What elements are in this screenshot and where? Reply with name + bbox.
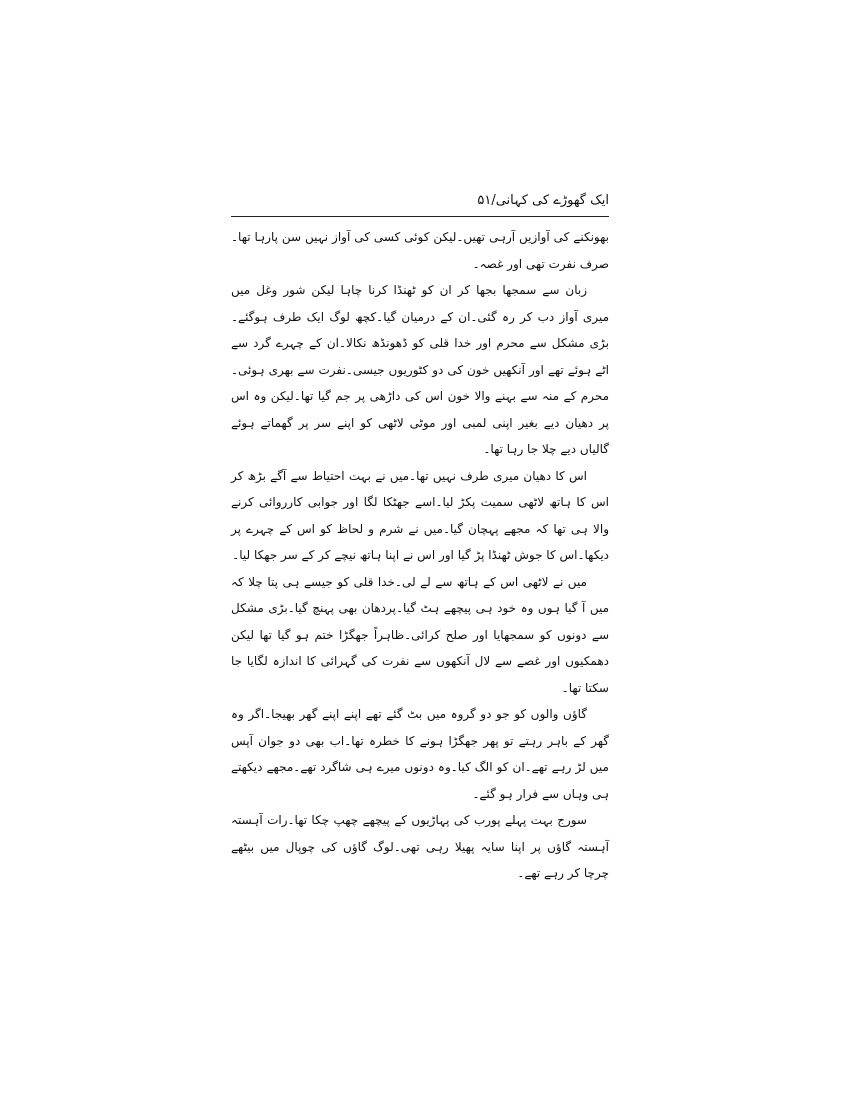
paragraph-1: بھونکنے کی آوازیں آرہی تھیں۔لیکن کوئی کسی کی آواز نہیں سن پارہا تھا۔صرف نفرت تھی اور غصہ۔ xyxy=(231,230,609,271)
paragraph-3: اس کا دھیان میری طرف نہیں تھا۔میں نے بہت احتیاط سے آگے بڑھ کر اس کا ہاتھ لاٹھی سمیت پکڑ لیا۔اسے جھٹکا لگا اور جوابی کارروائی کرنے والا ہی تھا کہ مجھے پہچان گیا۔میں نے شرم و لحاظ کو اس کے چہرے پر دیکھا۔اس کا جوش ٹھنڈا پڑ گیا اور اس نے اپنا ہاتھ نیچے کر کے سر جھکا لیا۔ xyxy=(231,468,609,562)
paragraph-4: میں نے لاٹھی اس کے ہاتھ سے لے لی۔خدا قلی کو جیسے ہی پتا چلا کہ میں آ گیا ہوں وہ خود ہی پیچھے ہٹ گیا۔پردھان بھی پہنچ گیا۔بڑی مشکل سے دونوں کو سمجھایا اور صلح کرائی۔ظاہراً جھگڑا ختم ہو گیا تھا لیکن دھمکیوں اور غصے سے لال آنکھوں سے نفرت کی گہرائی کا اندازہ لگایا جا سکتا تھا۔ xyxy=(231,574,609,695)
paragraph-2: زبان سے سمجھا بجھا کر ان کو ٹھنڈا کرنا چاہا لیکن شور وغل میں میری آواز دب کر رہ گئی۔ان کے درمیان گیا۔کچھ لوگ ایک طرف ہوگئے۔بڑی مشکل سے محرم اور خدا قلی کو ڈھونڈھ نکالا۔ان کے چہرے گرد سے اٹے ہوئے تھے اور آنکھیں خون کی دو کٹوریوں جیسی۔نفرت سے بھری ہوئی۔محرم کے منہ سے بہنے والا خون اس کی داڑھی پر جم گیا تھا۔لیکن وہ اس پر دھیان دیے بغیر اپنی لمبی اور موٹی لاٹھی کو اپنے سر پر گھماتے ہوئے گالیاں دیے چلا جا رہا تھا۔ xyxy=(231,283,609,456)
page-body xyxy=(231,224,609,887)
paragraph-5: گاؤں والوں کو جو دو گروہ میں بٹ گئے تھے اپنے اپنے گھر بھیجا۔اگر وہ گھر کے باہر رہتے تو پھر جھگڑا ہونے کا خطرہ تھا۔اب بھی دو جوان آپس میں لڑ رہے تھے۔ان کو الگ کیا۔وہ دونوں میرے ہی شاگرد تھے۔مجھے دیکھتے ہی وہاں سے فرار ہو گئے۔ xyxy=(231,707,609,801)
paragraph-6: سورج بہت پہلے پورب کی پہاڑیوں کے پیچھے چھپ چکا تھا۔رات آہستہ آہستہ گاؤں پر اپنا سایہ پھیلا رہی تھی۔لوگ گاؤں کی چوپال میں بیٹھے چرچا کر رہے تھے۔ xyxy=(231,813,609,880)
running-title: ایک گھوڑے کی کہانی/۵۱ xyxy=(477,193,609,208)
header-rule xyxy=(231,216,609,217)
page-header xyxy=(231,190,609,214)
